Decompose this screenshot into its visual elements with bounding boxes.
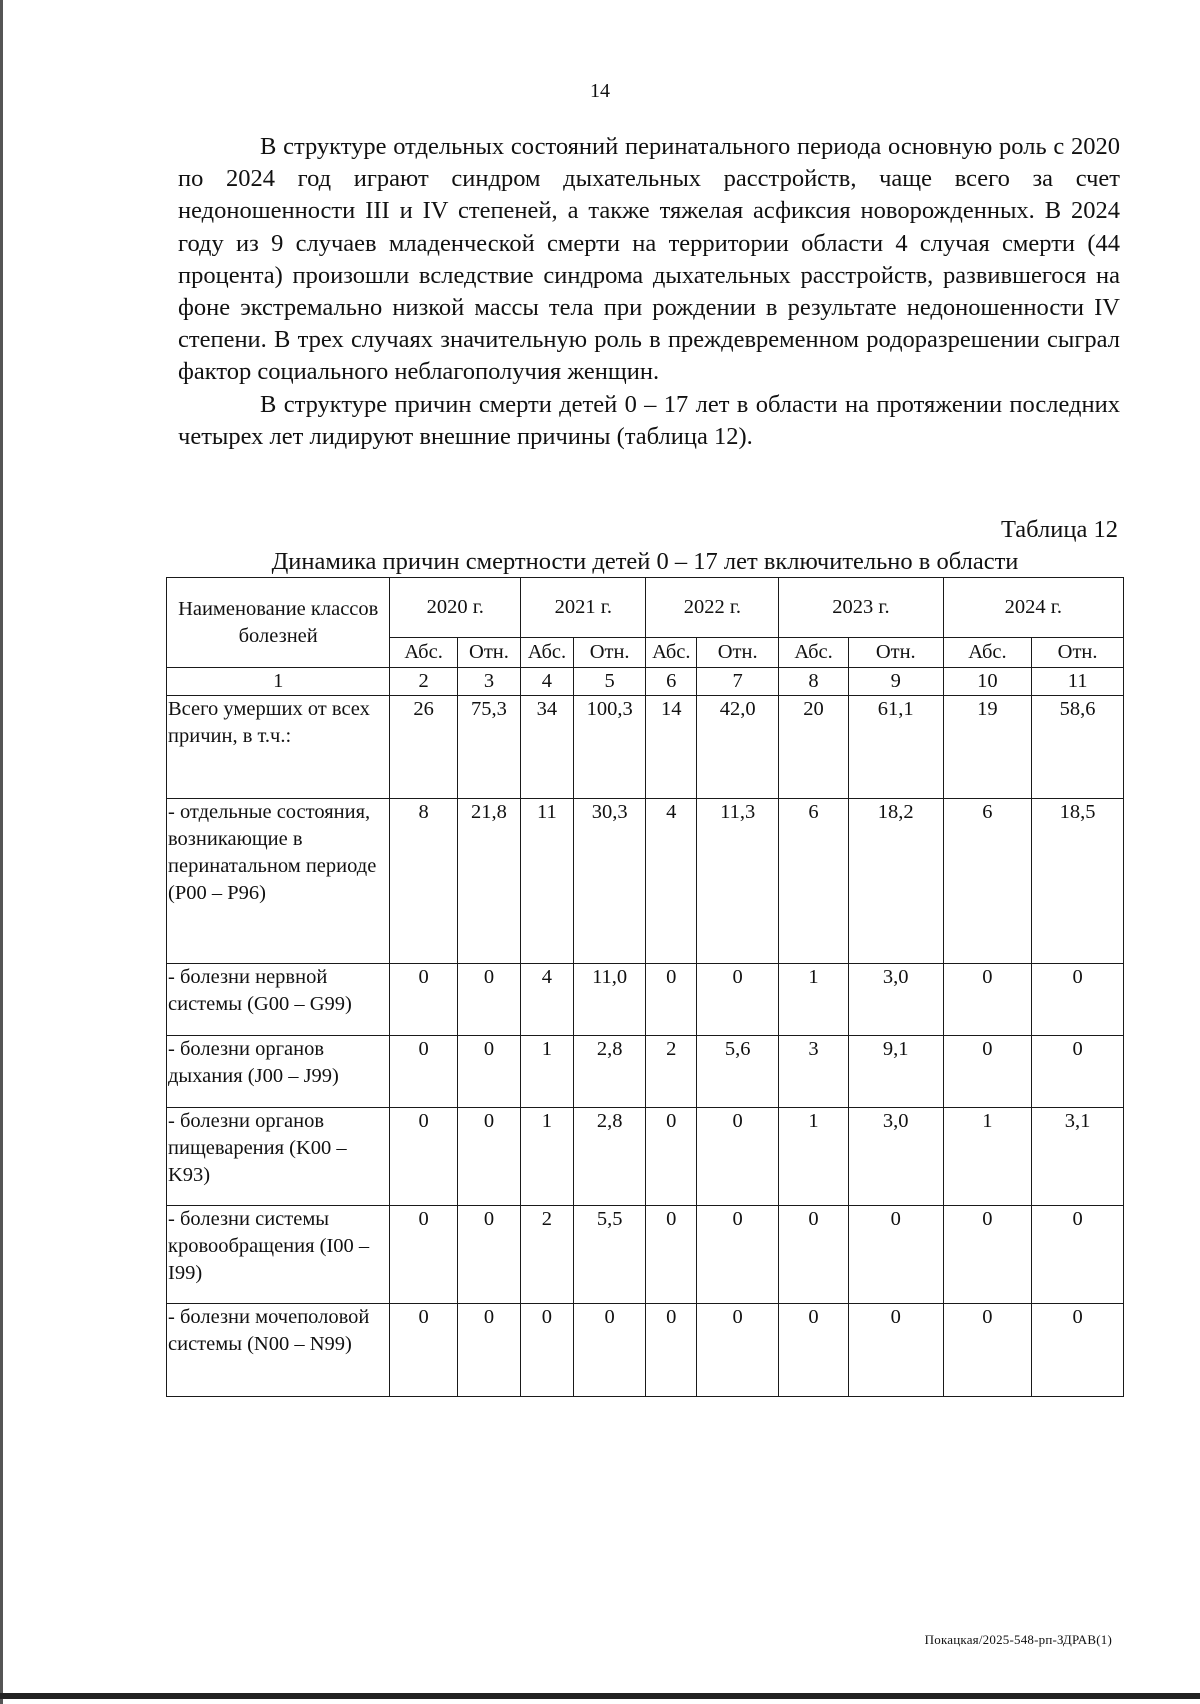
value-cell: 0 [779, 1304, 849, 1397]
table-row-respiratory [167, 1036, 1124, 1108]
subheader-cell: Отн. [848, 638, 943, 668]
value-cell: 0 [943, 1304, 1032, 1397]
value-cell: 0 [943, 1206, 1032, 1304]
value-cell: 0 [646, 1206, 697, 1304]
value-cell: 0 [457, 1206, 520, 1304]
subheader-cell: Отн. [1032, 638, 1124, 668]
value-cell: 0 [1032, 964, 1124, 1036]
value-cell: 20 [779, 696, 849, 799]
column-number: 10 [943, 668, 1032, 696]
header-year-2021: 2021 г. [521, 578, 646, 638]
value-cell: 0 [646, 1108, 697, 1206]
column-number: 8 [779, 668, 849, 696]
column-number: 9 [848, 668, 943, 696]
subheader-cell: Абс. [943, 638, 1032, 668]
header-row-years [167, 578, 1124, 638]
row-name: - болезни мочеполовой системы (N00 – N99) [167, 1304, 390, 1397]
value-cell: 0 [848, 1304, 943, 1397]
value-cell: 5,5 [573, 1206, 646, 1304]
column-number: 7 [697, 668, 779, 696]
subheader-cell: Отн. [697, 638, 779, 668]
value-cell: 3,0 [848, 964, 943, 1036]
column-number: 2 [390, 668, 457, 696]
paragraph-2: В структуре причин смерти детей 0 – 17 лет в области на протяжении последних четырех лет лидируют внешние причины (таблица 12). [178, 390, 1120, 450]
value-cell: 100,3 [573, 696, 646, 799]
value-cell: 2,8 [573, 1108, 646, 1206]
value-cell: 4 [646, 799, 697, 964]
subheader-cell: Абс. [521, 638, 574, 668]
value-cell: 2,8 [573, 1036, 646, 1108]
table-label: Таблица 12 [1000, 516, 1118, 543]
value-cell: 9,1 [848, 1036, 943, 1108]
value-cell: 58,6 [1032, 696, 1124, 799]
row-name: - болезни органов пищеварения (K00 – K93) [167, 1108, 390, 1206]
value-cell: 1 [521, 1108, 574, 1206]
value-cell: 2 [521, 1206, 574, 1304]
value-cell: 6 [943, 799, 1032, 964]
value-cell: 0 [697, 1206, 779, 1304]
value-cell: 0 [697, 1108, 779, 1206]
value-cell: 26 [390, 696, 457, 799]
table-title: Динамика причин смертности детей 0 – 17 лет включительно в области [271, 548, 1019, 575]
value-cell: 0 [573, 1304, 646, 1397]
value-cell: 42,0 [697, 696, 779, 799]
value-cell: 3 [779, 1036, 849, 1108]
value-cell: 0 [697, 1304, 779, 1397]
table-row-perinatal [167, 799, 1124, 964]
value-cell: 11 [521, 799, 574, 964]
table-row-nervous [167, 964, 1124, 1036]
value-cell: 19 [943, 696, 1032, 799]
value-cell: 0 [457, 1108, 520, 1206]
value-cell: 0 [1032, 1304, 1124, 1397]
mortality-table [166, 577, 1124, 1397]
value-cell: 6 [779, 799, 849, 964]
row-name: - болезни системы кровообращения (I00 – I99) [167, 1206, 390, 1304]
value-cell: 0 [457, 1036, 520, 1108]
value-cell: 1 [521, 1036, 574, 1108]
value-cell: 75,3 [457, 696, 520, 799]
value-cell: 0 [390, 964, 457, 1036]
value-cell: 30,3 [573, 799, 646, 964]
value-cell: 34 [521, 696, 574, 799]
table-row-total [167, 696, 1124, 799]
column-number: 6 [646, 668, 697, 696]
value-cell: 11,3 [697, 799, 779, 964]
subheader-cell: Абс. [390, 638, 457, 668]
scan-left-edge [0, 0, 3, 1704]
column-number-row [167, 668, 1124, 696]
row-name: - болезни нервной системы (G00 – G99) [167, 964, 390, 1036]
header-year-2020: 2020 г. [390, 578, 521, 638]
value-cell: 18,2 [848, 799, 943, 964]
value-cell: 14 [646, 696, 697, 799]
body-text [178, 131, 1120, 453]
row-name: Всего умерших от всех причин, в т.ч.: [167, 696, 390, 799]
row-name: - болезни органов дыхания (J00 – J99) [167, 1036, 390, 1108]
value-cell: 61,1 [848, 696, 943, 799]
value-cell: 0 [457, 964, 520, 1036]
value-cell: 0 [457, 1304, 520, 1397]
value-cell: 5,6 [697, 1036, 779, 1108]
value-cell: 0 [390, 1108, 457, 1206]
document-footer-code: Покацкая/2025-548-рп-ЗДРАВ(1) [924, 1632, 1112, 1647]
value-cell: 21,8 [457, 799, 520, 964]
value-cell: 0 [848, 1206, 943, 1304]
header-name-cell: Наименование классов болезней [167, 578, 390, 668]
value-cell: 0 [390, 1206, 457, 1304]
value-cell: 0 [1032, 1036, 1124, 1108]
value-cell: 0 [779, 1206, 849, 1304]
column-number: 3 [457, 668, 520, 696]
value-cell: 0 [943, 964, 1032, 1036]
header-year-2024: 2024 г. [943, 578, 1123, 638]
value-cell: 4 [521, 964, 574, 1036]
value-cell: 1 [943, 1108, 1032, 1206]
value-cell: 18,5 [1032, 799, 1124, 964]
value-cell: 0 [521, 1304, 574, 1397]
paragraph-1: В структуре отдельных состояний перинатального периода основную роль с 2020 по 2024 год играют синдром дыхательных расстройств, чаще всего за счет недоношенности III и IV степеней, а также тяжелая асфиксия новорожденных. В 2024 году из 9 случаев младенческой смерти на территории области 4 случая смерти (44 процента) произошли вследствие синдрома дыхательных расстройств, развившегося на фоне экстремально низкой массы тела при рождении в результате недоношенности IV степени. В трех случаях значительную роль в преждевременном родоразрешении сыграл фактор социального неблагополучия женщин. [178, 133, 1120, 386]
value-cell: 0 [646, 964, 697, 1036]
value-cell: 0 [646, 1304, 697, 1397]
value-cell: 0 [390, 1304, 457, 1397]
subheader-cell: Абс. [779, 638, 849, 668]
subheader-cell: Абс. [646, 638, 697, 668]
page-number: 14 [590, 80, 610, 102]
value-cell: 0 [390, 1036, 457, 1108]
value-cell: 0 [697, 964, 779, 1036]
value-cell: 0 [1032, 1206, 1124, 1304]
row-name: - отдельные состояния, возникающие в перинатальном периоде (P00 – P96) [167, 799, 390, 964]
table-row-circulatory [167, 1206, 1124, 1304]
column-number: 1 [167, 668, 390, 696]
table-row-genitourinary [167, 1304, 1124, 1397]
column-number: 11 [1032, 668, 1124, 696]
value-cell: 11,0 [573, 964, 646, 1036]
header-year-2022: 2022 г. [646, 578, 779, 638]
table-row-digestive [167, 1108, 1124, 1206]
subheader-cell: Отн. [573, 638, 646, 668]
column-number: 4 [521, 668, 574, 696]
value-cell: 3,1 [1032, 1108, 1124, 1206]
value-cell: 2 [646, 1036, 697, 1108]
subheader-cell: Отн. [457, 638, 520, 668]
column-number: 5 [573, 668, 646, 696]
value-cell: 0 [943, 1036, 1032, 1108]
value-cell: 8 [390, 799, 457, 964]
value-cell: 3,0 [848, 1108, 943, 1206]
header-year-2023: 2023 г. [779, 578, 943, 638]
value-cell: 1 [779, 964, 849, 1036]
value-cell: 1 [779, 1108, 849, 1206]
scan-bottom-edge [0, 1693, 1200, 1699]
